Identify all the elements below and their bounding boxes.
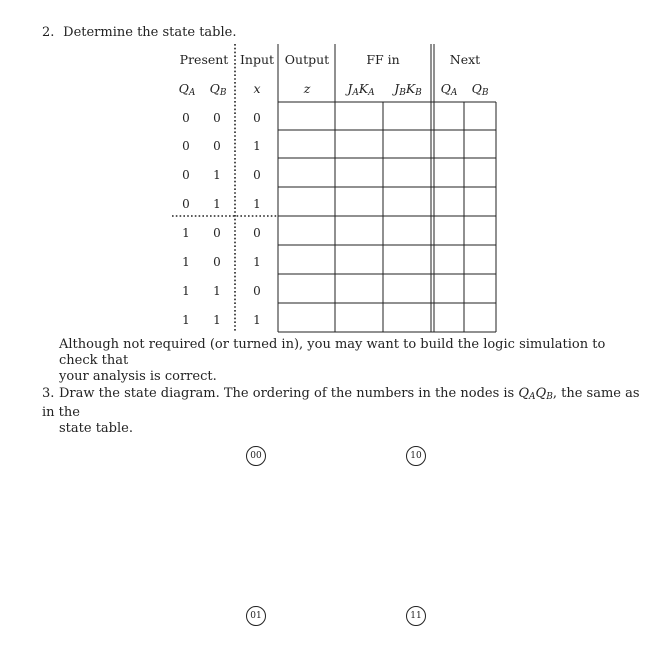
cell-x: 1 <box>253 139 261 153</box>
cell-qa: 0 <box>182 168 190 182</box>
cell-qa: 1 <box>182 226 190 240</box>
cell-qb: 1 <box>213 197 221 211</box>
problem-2-number: 2. <box>42 25 55 40</box>
cell-qb: 1 <box>213 168 221 182</box>
state-node-01: 01 <box>246 606 266 626</box>
cell-qa: 1 <box>182 284 190 298</box>
cell-x: 0 <box>253 111 261 125</box>
subheader-qb: $Q_B$ <box>209 81 227 98</box>
note-line-1: Although not required (or turned in), you may want to build the logic simulation to check that <box>59 337 606 368</box>
header-output: Output <box>284 52 330 67</box>
subheader-next-qa: $Q_A$ <box>440 81 458 98</box>
state-node-11: 11 <box>406 606 426 626</box>
state-node-10: 10 <box>406 446 426 466</box>
cell-qa: 0 <box>182 111 190 125</box>
cell-qb: 1 <box>213 284 221 298</box>
cell-qb: 0 <box>213 139 221 153</box>
cell-x: 1 <box>253 255 261 269</box>
problem-3-line-2: state table. <box>59 421 133 436</box>
problem-3-number: 3. <box>42 386 55 401</box>
cell-x: 1 <box>253 197 261 211</box>
problem-3 <box>42 386 642 437</box>
note-line-2: your analysis is correct. <box>59 369 217 384</box>
problem-2-title: Determine the state table. <box>63 25 237 40</box>
subheader-ja-ka: $J_AK_A$ <box>347 81 375 98</box>
header-present: Present <box>179 52 229 67</box>
cell-qb: 0 <box>213 226 221 240</box>
header-input: Input <box>239 52 275 67</box>
cell-qb: 0 <box>213 111 221 125</box>
cell-qb: 1 <box>213 313 221 327</box>
header-next: Next <box>449 52 481 67</box>
simulation-note <box>59 337 639 385</box>
cell-x: 0 <box>253 226 261 240</box>
cell-qa: 0 <box>182 139 190 153</box>
subheader-x: x <box>253 81 261 96</box>
subheader-jb-kb: $J_BK_B$ <box>394 81 422 98</box>
cell-x: 0 <box>253 284 261 298</box>
subheader-next-qb: $Q_B$ <box>471 81 489 98</box>
state-node-00: 00 <box>246 446 266 466</box>
cell-qa: 1 <box>182 313 190 327</box>
problem-3-line-1: 3. Draw the state diagram. The ordering of the numbers in the nodes is $Q_AQ_B$, the same as in the <box>42 386 640 420</box>
cell-qa: 1 <box>182 255 190 269</box>
cell-qb: 0 <box>213 255 221 269</box>
subheader-z: z <box>303 81 311 96</box>
cell-x: 0 <box>253 168 261 182</box>
subheader-qa: $Q_A$ <box>178 81 196 98</box>
cell-qa: 0 <box>182 197 190 211</box>
header-ff-in: FF in <box>366 52 400 67</box>
answer-grid-rows <box>278 102 496 332</box>
cell-x: 1 <box>253 313 261 327</box>
